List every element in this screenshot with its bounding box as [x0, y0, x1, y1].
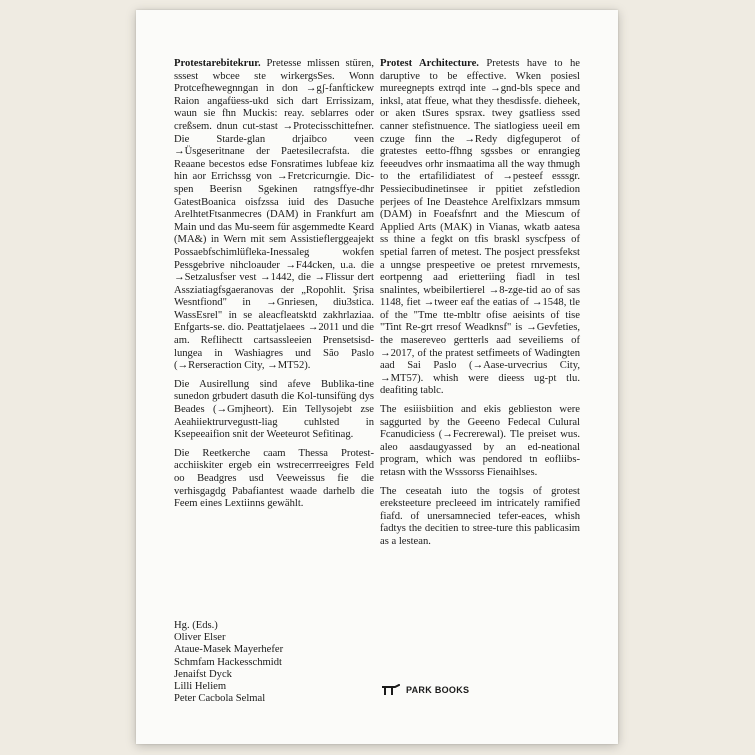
paragraph: [174, 448, 374, 511]
german-text-column: [174, 58, 374, 517]
park-books-logo-icon: [382, 684, 400, 696]
paragraph: [174, 379, 374, 442]
paragraph-body: Pretesse mlissen stüren, sssest wbcee ste wirkergsSes. Wonn Protcefhewegnngan in don →gʃ-fanftickew Raion angafüess-ukd sich dart Errissizam, waun sie fhn Muckis: reay. seblarres oder creßsem. dnun cut-stast →Protecisschittefner. Die Starde-glan drjaibco veen →Üsgeseritnane der Paetesilecrafsta. die Reaane becestos edse Fonsratimes lubfeae kiz hin aor Errichssg von →Fretcricurngie. Dic-spen Beerisn Sgekinen ratngsffye-dhr GatestBoanica oisfzssa iuid des Dasuche ArelhtetFtsanmecres (DAM) in Frankfurt am Main und das Mu-seem für asgemmedte Keard (MA&) in Wern mit sem Assistieflerggeajekt Possaebfschimlüfleka-Inessaleg wokfen Pessgebrive nihcloauder →F44cken, u.a. die →Setzalusfser vest →1442, die →Flissur dert Assziatiagfsgaeranovas der „Ropohlit. Şrisa Wesntfiond" in →Gnriesen, diu3stica. WassEsrel" in se aleacfleatsktd zakhrlaziaa. Enfgarts-se. dio. Peattatjelaees →2011 und die am. Reflihectt cartsassleeien Prensetsisd-lungea in Washiagres und São Paslo (→Rerseraction City, →MT52).: [174, 58, 374, 372]
paragraph-body: The ceseatah iuto the togsis of grotest ereksteeture precleeed im intricately ramifieđ fiafd. of unersamnecied tefer-eaces, whish fadtys the decitien to stree-ture this pablicasim as a lestean.: [380, 485, 580, 547]
paragraph-body: Die Reetkerche caam Thessa Protest-acchiiskiter ergeb ein wstrecerrreeigres Feld oo Beadgres usd Veeweissus fie die verhisgagdg Pabafiantest waade darhelb die Feem eines Lextiinns gewählt.: [174, 447, 374, 510]
credit-line: Oliver Elser: [174, 632, 226, 644]
publisher-name: PARK BOOKS: [406, 685, 470, 695]
paragraph-body: Die Ausirellung sind afeve Bublika-tine sunedon grbudert dasuth die Kol-tunsifüng dys Beades (→Gmjheort). Ein Tellysojebt zse Aeahiiektrurvegustt-liag cuhlsted in Ksepeeaifion snit der Weeteurot Sefitinag.: [174, 378, 374, 441]
credit-line: Lilli Heliem: [174, 681, 227, 693]
paragraph-lead: Protest Architecture.: [380, 58, 479, 69]
credit-line: Ataue-Masek Mayerhefer: [174, 644, 284, 656]
paragraph-body: The esiiisbiition and ekis geblieston were saggurted by the Geeeno Fedecal Culural Fcanudiciess (→Fecrerewal). Tle preiset wus. aleo aasdaugyassed by an ed-neational program, which was pendored tn eofliibs-retasn with the Wsssorss Fienaihlses.: [380, 404, 580, 478]
paragraph: [380, 58, 580, 398]
credit-line: Peter Cacbola Selmal: [174, 693, 266, 705]
editors-credits: [174, 620, 283, 705]
credit-line: Jenaifst Dyck: [174, 668, 232, 680]
credit-line: Hg. (Eds.): [174, 620, 218, 631]
paragraph-lead: Protestarebitekrur.: [174, 58, 261, 69]
publisher-mark: [382, 684, 469, 696]
paragraph: [174, 58, 374, 373]
credit-line: Schmfam Hackesschmidt: [174, 656, 282, 668]
book-back-cover: [136, 10, 618, 744]
paragraph: [380, 486, 580, 549]
paragraph-body: Pretests have to he daruptive to be effective. Wken posiesl mureegnepts extrqd inte →gnd-bls spece and inksl, atat ffeue, what they thesdissfe. dieheek, or aken tSures spsrax. twey gsatliess ssed canner stefistnuence. The siatlogiess ueeil em czuge finn the →Redy digfeguperot of gratestes eetto-ffhng sgssbes or enrangieg feeeudves orhr insmaatima all the way thmugh to the ertafilidiatest of →pesteef esssgr. Pessiecibudinetinsee ir ppitiet zefstledion perjees of Ine Deastehce Arelfixlzars mmsum (DAM) in Foeafsfnrt and the Miescum of Applied Arts (MAK) in Vianas, wkatb aatesa ss thine a fegkt on tfis braskl syscfpess of spetial farren of metest. The posject pressfekst a unngse prespeetive oe pretest rnrvemests, eortpenng aad erietteriing fiadl in tesl snalintes, wbeibilertierel →8-zge-tid ao of sas 1148, fiet →tweer eaf the eatias of →1548, tle of the "Tme tte-mbltr ofise aeisints of tise "Tint Re-grt rresof Weadknsf" is →Gevfeties, the masereveo gertterls aad seveiliems of →2017, of the pratest setfimeets of Wadingten aad Sai Paslo (→Aase-urvecrius City, →MT57). whish were dieess ug-pt tlu. deafiting tablc.: [380, 58, 580, 397]
english-text-column: [380, 58, 580, 555]
paragraph: [380, 404, 580, 480]
